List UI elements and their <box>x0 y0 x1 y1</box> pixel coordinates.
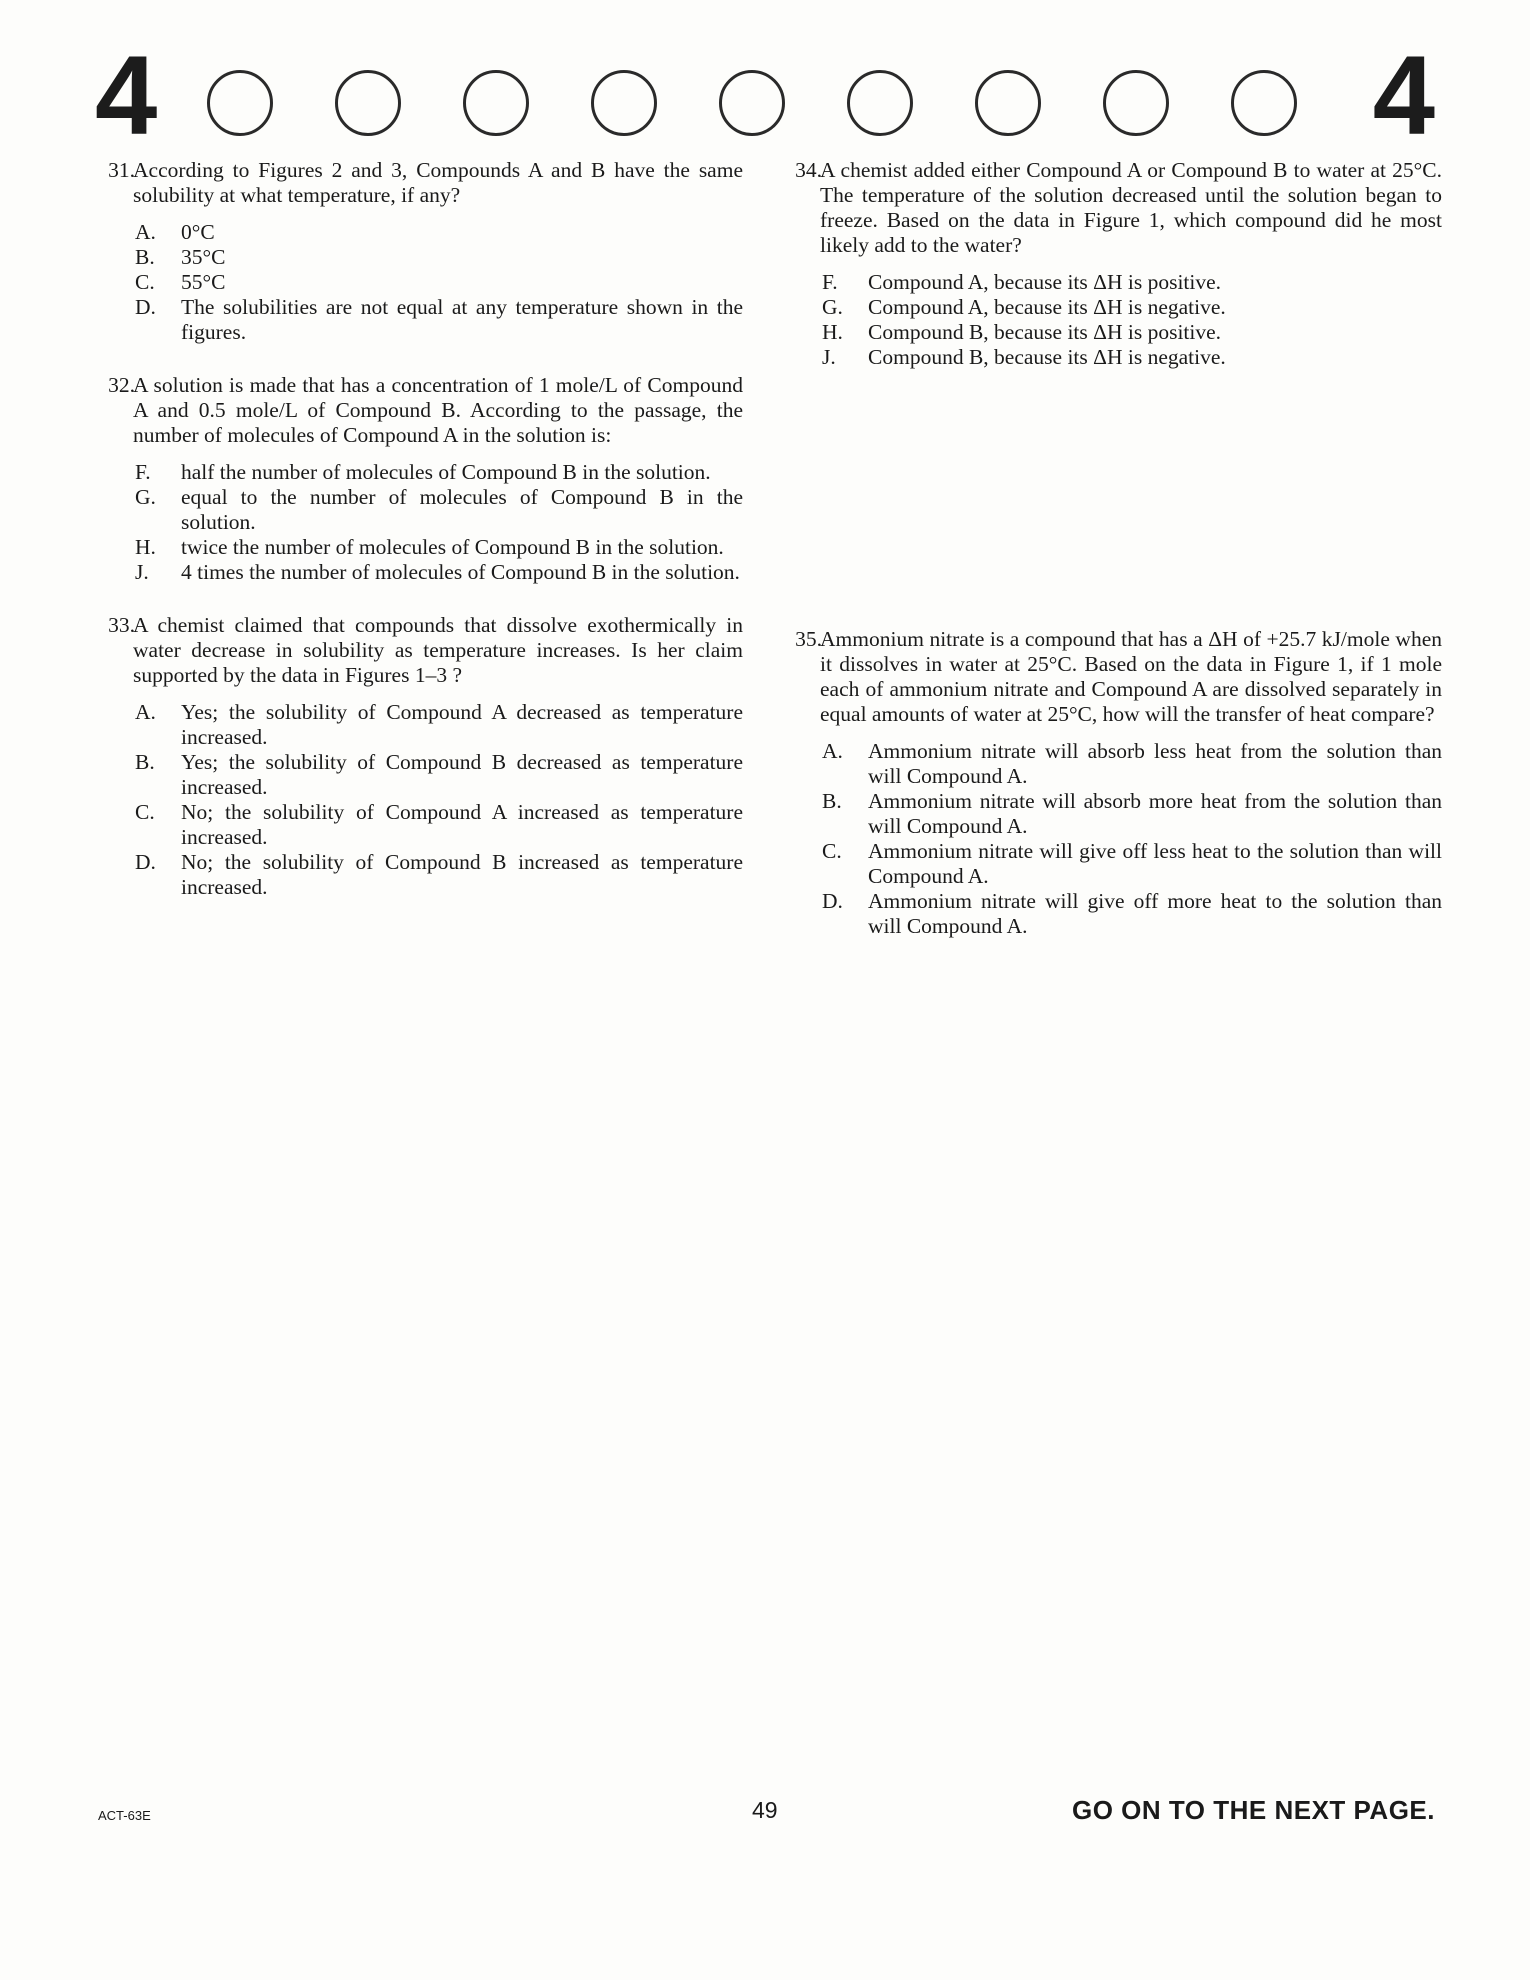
option-letter: A. <box>822 739 843 763</box>
option-letter: B. <box>135 750 155 774</box>
answer-option[interactable] <box>782 889 1442 939</box>
page-number: 49 <box>752 1797 778 1823</box>
answer-option[interactable] <box>95 560 743 585</box>
option-letter: J. <box>822 345 836 369</box>
option-letter: F. <box>135 460 151 484</box>
answer-option[interactable] <box>95 850 743 900</box>
header-circle <box>1103 70 1169 136</box>
header-circle <box>335 70 401 136</box>
option-text: 55°C <box>181 270 226 294</box>
answer-option[interactable] <box>95 485 743 535</box>
option-text: No; the solubility of Compound B increased as temperature increased. <box>181 850 743 899</box>
option-text: No; the solubility of Compound A increased as temperature increased. <box>181 800 743 849</box>
option-text: 0°C <box>181 220 215 244</box>
option-text: Compound B, because its ΔH is positive. <box>868 320 1222 344</box>
option-letter: C. <box>135 270 155 294</box>
question-stem: Ammonium nitrate is a compound that has a ΔH of +25.7 kJ/mole when it dissolves in water at 25°C. Based on the data in Figure 1, if 1 mole each of ammonium nitrate and Compound A are dissolved separately in equal amounts of water at 25°C, how will the transfer of heat compare? <box>820 627 1442 726</box>
question-number: 32. <box>108 373 135 397</box>
answer-options <box>95 460 743 585</box>
page-footer <box>0 1795 1530 1835</box>
option-letter: C. <box>135 800 155 824</box>
question-number: 33. <box>108 613 135 637</box>
answer-options <box>95 220 743 345</box>
option-text: Ammonium nitrate will give off less heat to the solution than will Compound A. <box>868 839 1442 888</box>
answer-options <box>782 270 1442 370</box>
answer-option[interactable] <box>782 295 1442 320</box>
question-stem: A chemist claimed that compounds that dissolve exothermically in water decrease in solubility as temperature increases. Is her claim supported by the data in Figures 1–3 ? <box>133 613 743 687</box>
answer-option[interactable] <box>782 270 1442 295</box>
option-letter: B. <box>135 245 155 269</box>
section-number-right: 4 <box>1372 33 1435 158</box>
header-circle <box>975 70 1041 136</box>
form-code: ACT-63E <box>98 1808 151 1823</box>
option-letter: C. <box>822 839 842 863</box>
question-number: 34. <box>795 158 822 182</box>
question-31 <box>95 158 743 345</box>
question-number: 31. <box>108 158 135 182</box>
option-text: Ammonium nitrate will absorb less heat from the solution than will Compound A. <box>868 739 1442 788</box>
answer-option[interactable] <box>95 800 743 850</box>
answer-option[interactable] <box>95 270 743 295</box>
option-text: Compound A, because its ΔH is negative. <box>868 295 1226 319</box>
option-letter: H. <box>822 320 843 344</box>
header-circle <box>847 70 913 136</box>
question-stem: A solution is made that has a concentration of 1 mole/L of Compound A and 0.5 mole/L of Compound B. According to the passage, the number of molecules of Compound A in the solution is: <box>133 373 743 447</box>
question-32 <box>95 373 743 585</box>
header-circle <box>463 70 529 136</box>
question-34 <box>782 158 1442 370</box>
question-stem: According to Figures 2 and 3, Compounds A and B have the same solubility at what temperature, if any? <box>133 158 743 207</box>
option-letter: D. <box>135 850 156 874</box>
question-33 <box>95 613 743 900</box>
section-header <box>95 33 1435 158</box>
option-text: Compound B, because its ΔH is negative. <box>868 345 1226 369</box>
option-text: Ammonium nitrate will give off more heat to the solution than will Compound A. <box>868 889 1442 938</box>
header-circle <box>591 70 657 136</box>
option-text: The solubilities are not equal at any temperature shown in the figures. <box>181 295 743 344</box>
option-letter: B. <box>822 789 842 813</box>
header-circle <box>207 70 273 136</box>
option-text: Compound A, because its ΔH is positive. <box>868 270 1222 294</box>
option-text: Yes; the solubility of Compound B decreased as temperature increased. <box>181 750 743 799</box>
next-page-instruction: GO ON TO THE NEXT PAGE. <box>1071 1795 1435 1825</box>
question-35 <box>782 627 1442 939</box>
right-column <box>782 158 1442 939</box>
option-text: Yes; the solubility of Compound A decreased as temperature increased. <box>181 700 743 749</box>
answer-options <box>782 739 1442 939</box>
answer-option[interactable] <box>95 535 743 560</box>
answer-option[interactable] <box>95 750 743 800</box>
answer-option[interactable] <box>95 460 743 485</box>
option-text: 35°C <box>181 245 226 269</box>
option-letter: A. <box>135 700 156 724</box>
answer-option[interactable] <box>95 245 743 270</box>
answer-options <box>95 700 743 900</box>
option-letter: A. <box>135 220 156 244</box>
option-letter: F. <box>822 270 838 294</box>
header-circle <box>1231 70 1297 136</box>
answer-option[interactable] <box>782 320 1442 345</box>
question-number: 35. <box>795 627 822 651</box>
option-text: 4 times the number of molecules of Compound B in the solution. <box>181 560 740 584</box>
answer-option[interactable] <box>782 739 1442 789</box>
answer-option[interactable] <box>782 839 1442 889</box>
option-text: Ammonium nitrate will absorb more heat from the solution than will Compound A. <box>868 789 1442 838</box>
option-text: twice the number of molecules of Compound B in the solution. <box>181 535 724 559</box>
option-letter: G. <box>822 295 843 319</box>
answer-option[interactable] <box>782 345 1442 370</box>
answer-option[interactable] <box>95 700 743 750</box>
header-circle <box>719 70 785 136</box>
option-letter: G. <box>135 485 156 509</box>
section-number-left: 4 <box>95 33 158 158</box>
option-text: equal to the number of molecules of Compound B in the solution. <box>181 485 743 534</box>
answer-option[interactable] <box>95 220 743 245</box>
question-stem: A chemist added either Compound A or Compound B to water at 25°C. The temperature of the solution decreased until the solution began to freeze. Based on the data in Figure 1, which compound did he most likely add to the water? <box>820 158 1442 257</box>
option-letter: H. <box>135 535 156 559</box>
option-letter: J. <box>135 560 149 584</box>
option-letter: D. <box>135 295 156 319</box>
answer-option[interactable] <box>782 789 1442 839</box>
option-letter: D. <box>822 889 843 913</box>
left-column <box>95 158 743 900</box>
option-text: half the number of molecules of Compound B in the solution. <box>181 460 711 484</box>
answer-option[interactable] <box>95 295 743 345</box>
